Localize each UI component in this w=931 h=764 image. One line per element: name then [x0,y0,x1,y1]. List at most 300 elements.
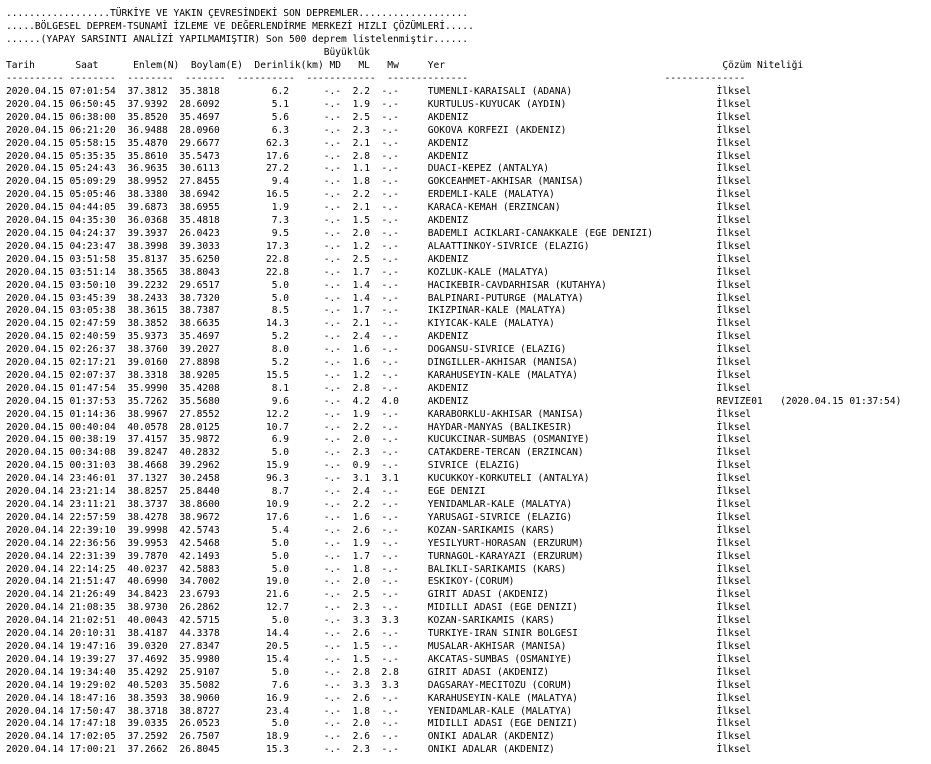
table-row [6,473,751,484]
cell-quality: İlksel [716,137,752,149]
cell-lon: 42.5883 [179,563,220,575]
cell-ml: 1.7 [352,305,370,317]
cell-depth: 5.2 [231,357,290,369]
table-row [6,189,751,200]
cell-depth: 8.0 [231,344,290,356]
cell-mw: -.- [381,408,399,420]
cell-mw: -.- [381,331,399,343]
cell-lon: 27.8552 [179,408,220,420]
cell-md: -.- [323,486,342,498]
cell-date: 2020.04.15 [6,86,64,97]
cell-ml: 3.1 [352,473,370,485]
cell-ml: 2.0 [352,576,370,588]
cell-depth: 5.0 [231,550,290,562]
cell-time: 06:50:45 [69,98,116,110]
col-lon: Boylam(E) [190,59,243,71]
cell-lat: 40.0237 [127,563,168,575]
cell-mw: -.- [381,499,399,510]
col-time: Saat [75,59,99,71]
cell-lon: 25.8440 [179,486,220,498]
cell-quality: İlksel [716,111,752,123]
cell-ml: 1.9 [352,408,370,420]
cell-ml: 1.8 [352,563,370,575]
cell-date: 2020.04.14 [6,524,64,536]
col-place: Yer [427,59,446,71]
table-row [6,525,751,536]
cell-lat: 37.9392 [127,98,168,110]
cell-lat: 38.3615 [127,305,168,317]
cell-ml: 2.3 [352,124,370,136]
cell-ml: 1.4 [352,279,370,291]
cell-lon: 28.0960 [179,124,220,136]
cell-lat: 37.4692 [127,653,168,665]
cell-md: -.- [323,176,342,188]
cell-ml: 1.5 [352,640,370,652]
cell-quality: İlksel [716,318,752,330]
table-row [6,254,751,265]
cell-date: 2020.04.15 [6,460,64,472]
cell-ml: 2.1 [352,318,370,330]
cell-md: -.- [323,473,342,485]
cell-depth: 9.4 [231,176,290,188]
cell-mw: -.- [381,279,399,291]
cell-lat: 37.2662 [127,744,168,756]
cell-date: 2020.04.15 [6,357,64,369]
cell-depth: 15.5 [231,369,290,381]
cell-md: -.- [323,137,342,149]
cell-lat: 39.9953 [127,537,168,549]
cell-lat: 38.2433 [127,292,168,304]
cell-place: AKDENIZ [427,111,717,123]
cell-md: -.- [323,692,342,704]
cell-place: ESKIKOY-(CORUM) [427,576,717,588]
cell-quality: İlksel [716,253,752,265]
col-quality: Çözüm Niteliği [722,59,804,71]
table-row [6,409,751,420]
cell-quality: İlksel [716,550,752,562]
cell-depth: 5.0 [231,718,290,730]
cell-lat: 36.0368 [127,215,168,227]
cell-date: 2020.04.14 [6,589,64,601]
cell-place: AKDENIZ [427,331,717,343]
cell-date: 2020.04.15 [6,189,64,201]
cell-time: 21:02:51 [69,615,116,627]
cell-depth: 16.5 [231,189,290,201]
cell-lon: 26.0523 [179,718,220,730]
cell-date: 2020.04.14 [6,640,64,652]
cell-time: 01:37:53 [69,395,116,407]
table-row [6,383,751,394]
cell-depth: 17.3 [231,240,290,252]
cell-time: 07:01:54 [69,86,116,97]
cell-mw: -.- [381,460,399,472]
cell-lon: 27.8455 [179,176,220,188]
cell-time: 21:26:49 [69,589,116,601]
cell-date: 2020.04.14 [6,653,64,665]
cell-lon: 26.0423 [179,227,220,239]
table-row [6,434,751,445]
cell-place: AKDENIZ [427,215,717,227]
cell-ml: 1.6 [352,357,370,369]
cell-md: -.- [323,395,342,407]
cell-lat: 35.8610 [127,150,168,162]
cell-depth: 14.4 [231,628,290,640]
cell-depth: 8.7 [231,486,290,498]
cell-md: -.- [323,318,342,330]
cell-time: 04:23:47 [69,240,116,252]
cell-time: 21:08:35 [69,602,116,614]
cell-lon: 26.7507 [179,731,220,743]
cell-quality: İlksel [716,679,752,691]
cell-quality: İlksel [716,731,752,743]
cell-lat: 39.0335 [127,718,168,730]
cell-quality: İlksel [716,382,752,394]
cell-ml: 2.5 [352,111,370,123]
cell-md: -.- [323,537,342,549]
cell-lat: 37.3812 [127,86,168,97]
cell-lon: 30.6113 [179,163,220,175]
cell-lon: 35.5082 [179,679,220,691]
cell-quality: İlksel [716,215,752,227]
cell-depth: 17.6 [231,150,290,162]
table-row [6,486,751,497]
title-line-1: ..................TÜRKİYE VE YAKIN ÇEVRESİNDEKİ SON DEPREMLER................... [6,8,469,19]
table-row [6,267,751,278]
cell-time: 05:58:15 [69,137,116,149]
cell-lat: 39.0320 [127,640,168,652]
cell-time: 22:31:39 [69,550,116,562]
cell-mw: -.- [381,731,399,743]
cell-ml: 4.2 [352,395,370,407]
cell-depth: 5.2 [231,331,290,343]
cell-lon: 40.2832 [179,447,220,459]
cell-ml: 1.9 [352,537,370,549]
cell-depth: 27.2 [231,163,290,175]
cell-md: -.- [323,666,342,678]
cell-md: -.- [323,576,342,588]
cell-ml: 2.2 [352,421,370,433]
cell-lon: 42.5743 [179,524,220,536]
cell-time: 17:50:47 [69,705,116,717]
cell-time: 06:21:20 [69,124,116,136]
cell-quality: İlksel [716,589,752,601]
cell-lat: 38.3760 [127,344,168,356]
cell-lon: 38.8600 [179,499,220,510]
cell-time: 04:44:05 [69,202,116,214]
cell-ml: 1.9 [352,98,370,110]
cell-time: 03:51:14 [69,266,116,278]
cell-quality: İlksel [716,176,752,188]
cell-depth: 5.0 [231,537,290,549]
cell-time: 05:24:43 [69,163,116,175]
cell-quality: İlksel [716,563,752,575]
cell-md: -.- [323,240,342,252]
table-row [6,422,751,433]
cell-mw: -.- [381,227,399,239]
cell-quality: İlksel [716,421,752,433]
cell-depth: 1.9 [231,202,290,214]
cell-time: 19:29:02 [69,679,116,691]
cell-quality: İlksel [716,705,752,717]
cell-place: MUSALAR-AKHISAR (MANISA) [427,640,717,652]
cell-date: 2020.04.14 [6,576,64,588]
table-row [6,99,751,110]
cell-place: AKDENIZ [427,137,717,149]
cell-place: KOZAN-SARIKAMIS (KARS) [427,615,717,627]
cell-place: YENIDAMLAR-KALE (MALATYA) [427,499,717,510]
cell-quality: İlksel [716,615,752,627]
cell-date: 2020.04.14 [6,550,64,562]
cell-time: 05:05:46 [69,189,116,201]
cell-ml: 1.6 [352,344,370,356]
table-row [6,667,751,678]
table-row [6,628,751,639]
cell-place: IKIZPINAR-KALE (MALATYA) [427,305,717,317]
table-row [6,602,751,613]
cell-quality: İlksel [716,447,752,459]
cell-ml: 2.5 [352,589,370,601]
cell-ml: 1.6 [352,511,370,523]
cell-depth: 8.5 [231,305,290,317]
cell-lon: 35.5473 [179,150,220,162]
cell-place: KUCUKCINAR-SUMBAS (OSMANIYE) [427,434,717,446]
cell-lat: 40.5203 [127,679,168,691]
cell-place: KUCUKKOY-KORKUTELI (ANTALYA) [427,473,717,485]
cell-quality: İlksel [716,718,752,730]
cell-lat: 35.8137 [127,253,168,265]
cell-depth: 21.6 [231,589,290,601]
cell-place: HACIKEBIR-CAVDARHISAR (KUTAHYA) [427,279,717,291]
cell-mw: -.- [381,150,399,162]
cell-date: 2020.04.14 [6,628,64,640]
cell-lat: 38.4668 [127,460,168,472]
cell-date: 2020.04.15 [6,434,64,446]
cell-md: -.- [323,705,342,717]
table-row [6,202,751,213]
cell-depth: 22.8 [231,253,290,265]
cell-ml: 1.5 [352,215,370,227]
cell-ml: 2.0 [352,718,370,730]
cell-mw: 3.1 [381,473,399,485]
cell-lon: 35.9980 [179,653,220,665]
table-row [6,589,751,600]
cell-ml: 2.2 [352,86,370,97]
cell-mw: -.- [381,240,399,252]
cell-quality: İlksel [716,666,752,678]
table-row [6,305,751,316]
cell-date: 2020.04.15 [6,227,64,239]
cell-md: -.- [323,653,342,665]
cell-time: 18:47:16 [69,692,116,704]
cell-time: 04:35:30 [69,215,116,227]
cell-quality: İlksel [716,473,752,485]
table-row [6,551,751,562]
cell-time: 00:38:19 [69,434,116,446]
cell-lat: 38.4187 [127,628,168,640]
cell-place: GIRIT ADASI (AKDENIZ) [427,666,717,678]
cell-time: 00:34:08 [69,447,116,459]
cell-lon: 39.2962 [179,460,220,472]
table-row [6,280,751,291]
cell-mw: -.- [381,628,399,640]
cell-lon: 35.6250 [179,253,220,265]
cell-place: TUMENLI-KARAISALI (ADANA) [427,86,717,97]
cell-ml: 2.8 [352,382,370,394]
table-row [6,163,751,174]
cell-quality: İlksel [716,344,752,356]
cell-time: 00:31:03 [69,460,116,472]
cell-ml: 2.6 [352,731,370,743]
cell-date: 2020.04.15 [6,421,64,433]
cell-date: 2020.04.15 [6,202,64,214]
cell-mw: -.- [381,253,399,265]
cell-md: -.- [323,369,342,381]
cell-place: AKDENIZ [427,395,717,407]
table-row [6,460,751,471]
cell-quality: İlksel [716,511,752,523]
cell-date: 2020.04.15 [6,331,64,343]
cell-mw: -.- [381,705,399,717]
cell-lon: 44.3378 [179,628,220,640]
cell-lat: 38.9967 [127,408,168,420]
table-row [6,564,751,575]
cell-place: KOZLUK-KALE (MALATYA) [427,266,717,278]
cell-mw: -.- [381,202,399,214]
cell-time: 03:45:39 [69,292,116,304]
cell-mw: -.- [381,215,399,227]
cell-md: -.- [323,215,342,227]
cell-mw: -.- [381,163,399,175]
cell-mw: -.- [381,447,399,459]
title-line-2: .....BÖLGESEL DEPREM-TSUNAMİ İZLEME VE DEĞERLENDİRME MERKEZİ HIZLI ÇÖZÜMLERİ..... [6,20,474,32]
cell-depth: 22.8 [231,266,290,278]
cell-ml: 1.8 [352,705,370,717]
cell-place: SIVRICE (ELAZIG) [427,460,717,472]
cell-lon: 38.8727 [179,705,220,717]
table-row [6,512,751,523]
cell-place: YESILYURT-HORASAN (ERZURUM) [427,537,717,549]
cell-lat: 38.3318 [127,369,168,381]
cell-mw: -.- [381,692,399,704]
cell-mw: -.- [381,382,399,394]
cell-date: 2020.04.15 [6,408,64,420]
cell-quality: İlksel [716,434,752,446]
cell-lon: 42.1493 [179,550,220,562]
cell-quality: İlksel [716,602,752,614]
cell-md: -.- [323,189,342,201]
cell-place: KARABORKLU-AKHISAR (MANISA) [427,408,717,420]
cell-lat: 38.3718 [127,705,168,717]
cell-time: 02:40:59 [69,331,116,343]
cell-ml: 3.3 [352,679,370,691]
cell-depth: 17.6 [231,511,290,523]
cell-ml: 1.7 [352,266,370,278]
cell-lon: 27.8347 [179,640,220,652]
cell-ml: 2.4 [352,486,370,498]
cell-lat: 34.8423 [127,589,168,601]
cell-lon: 38.9060 [179,692,220,704]
cell-mw: -.- [381,344,399,356]
cell-ml: 2.3 [352,744,370,756]
cell-quality: İlksel [716,357,752,369]
cell-lat: 40.0043 [127,615,168,627]
cell-md: -.- [323,86,342,97]
cell-md: -.- [323,331,342,343]
cell-mw: -.- [381,718,399,730]
cell-depth: 6.3 [231,124,290,136]
cell-lon: 25.9107 [179,666,220,678]
cell-lat: 38.3998 [127,240,168,252]
cell-time: 00:40:04 [69,421,116,433]
cell-date: 2020.04.14 [6,563,64,575]
cell-md: -.- [323,499,342,510]
cell-lon: 38.6955 [179,202,220,214]
table-row [6,357,751,368]
column-header-row [6,60,803,71]
cell-lon: 35.3818 [179,86,220,97]
cell-lat: 35.4870 [127,137,168,149]
column-underline: ---------- -------- -------- ------- ---------- ------------ -------------- -------------- [6,72,746,84]
cell-place: MIDILLI ADASI (EGE DENIZI) [427,602,717,614]
cell-lon: 30.2458 [179,473,220,485]
cell-depth: 5.0 [231,279,290,291]
cell-date: 2020.04.15 [6,215,64,227]
cell-lon: 38.8043 [179,266,220,278]
cell-place: DUACI-KEPEZ (ANTALYA) [427,163,717,175]
cell-mw: 4.0 [381,395,399,407]
cell-quality: REVIZE01 (2020.04.15 01:37:54) [716,395,902,407]
cell-lon: 42.5715 [179,615,220,627]
cell-depth: 20.5 [231,640,290,652]
cell-quality: İlksel [716,124,752,136]
cell-md: -.- [323,615,342,627]
table-row [6,293,751,304]
table-row [6,538,751,549]
cell-ml: 0.9 [352,460,370,472]
cell-time: 22:39:10 [69,524,116,536]
cell-lon: 42.5468 [179,537,220,549]
cell-quality: İlksel [716,189,752,201]
cell-md: -.- [323,563,342,575]
cell-place: TURKIYE-IRAN SINIR BOLGESI [427,628,717,640]
cell-mw: -.- [381,86,399,97]
cell-mw: -.- [381,602,399,614]
cell-time: 02:17:21 [69,357,116,369]
cell-md: -.- [323,589,342,601]
cell-depth: 6.9 [231,434,290,446]
cell-md: -.- [323,434,342,446]
cell-quality: İlksel [716,744,752,756]
cell-depth: 5.0 [231,666,290,678]
cell-md: -.- [323,253,342,265]
cell-time: 22:57:59 [69,511,116,523]
cell-mw: -.- [381,189,399,201]
cell-lon: 35.4208 [179,382,220,394]
cell-ml: 2.8 [352,150,370,162]
cell-mw: -.- [381,744,399,756]
cell-date: 2020.04.15 [6,395,64,407]
cell-time: 03:05:38 [69,305,116,317]
cell-mw: -.- [381,524,399,536]
cell-mw: -.- [381,176,399,188]
cell-md: -.- [323,447,342,459]
cell-md: -.- [323,111,342,123]
table-row [6,331,751,342]
cell-mw: -.- [381,653,399,665]
cell-date: 2020.04.15 [6,163,64,175]
cell-place: GOKOVA KORFEZI (AKDENIZ) [427,124,717,136]
cell-ml: 2.8 [352,666,370,678]
